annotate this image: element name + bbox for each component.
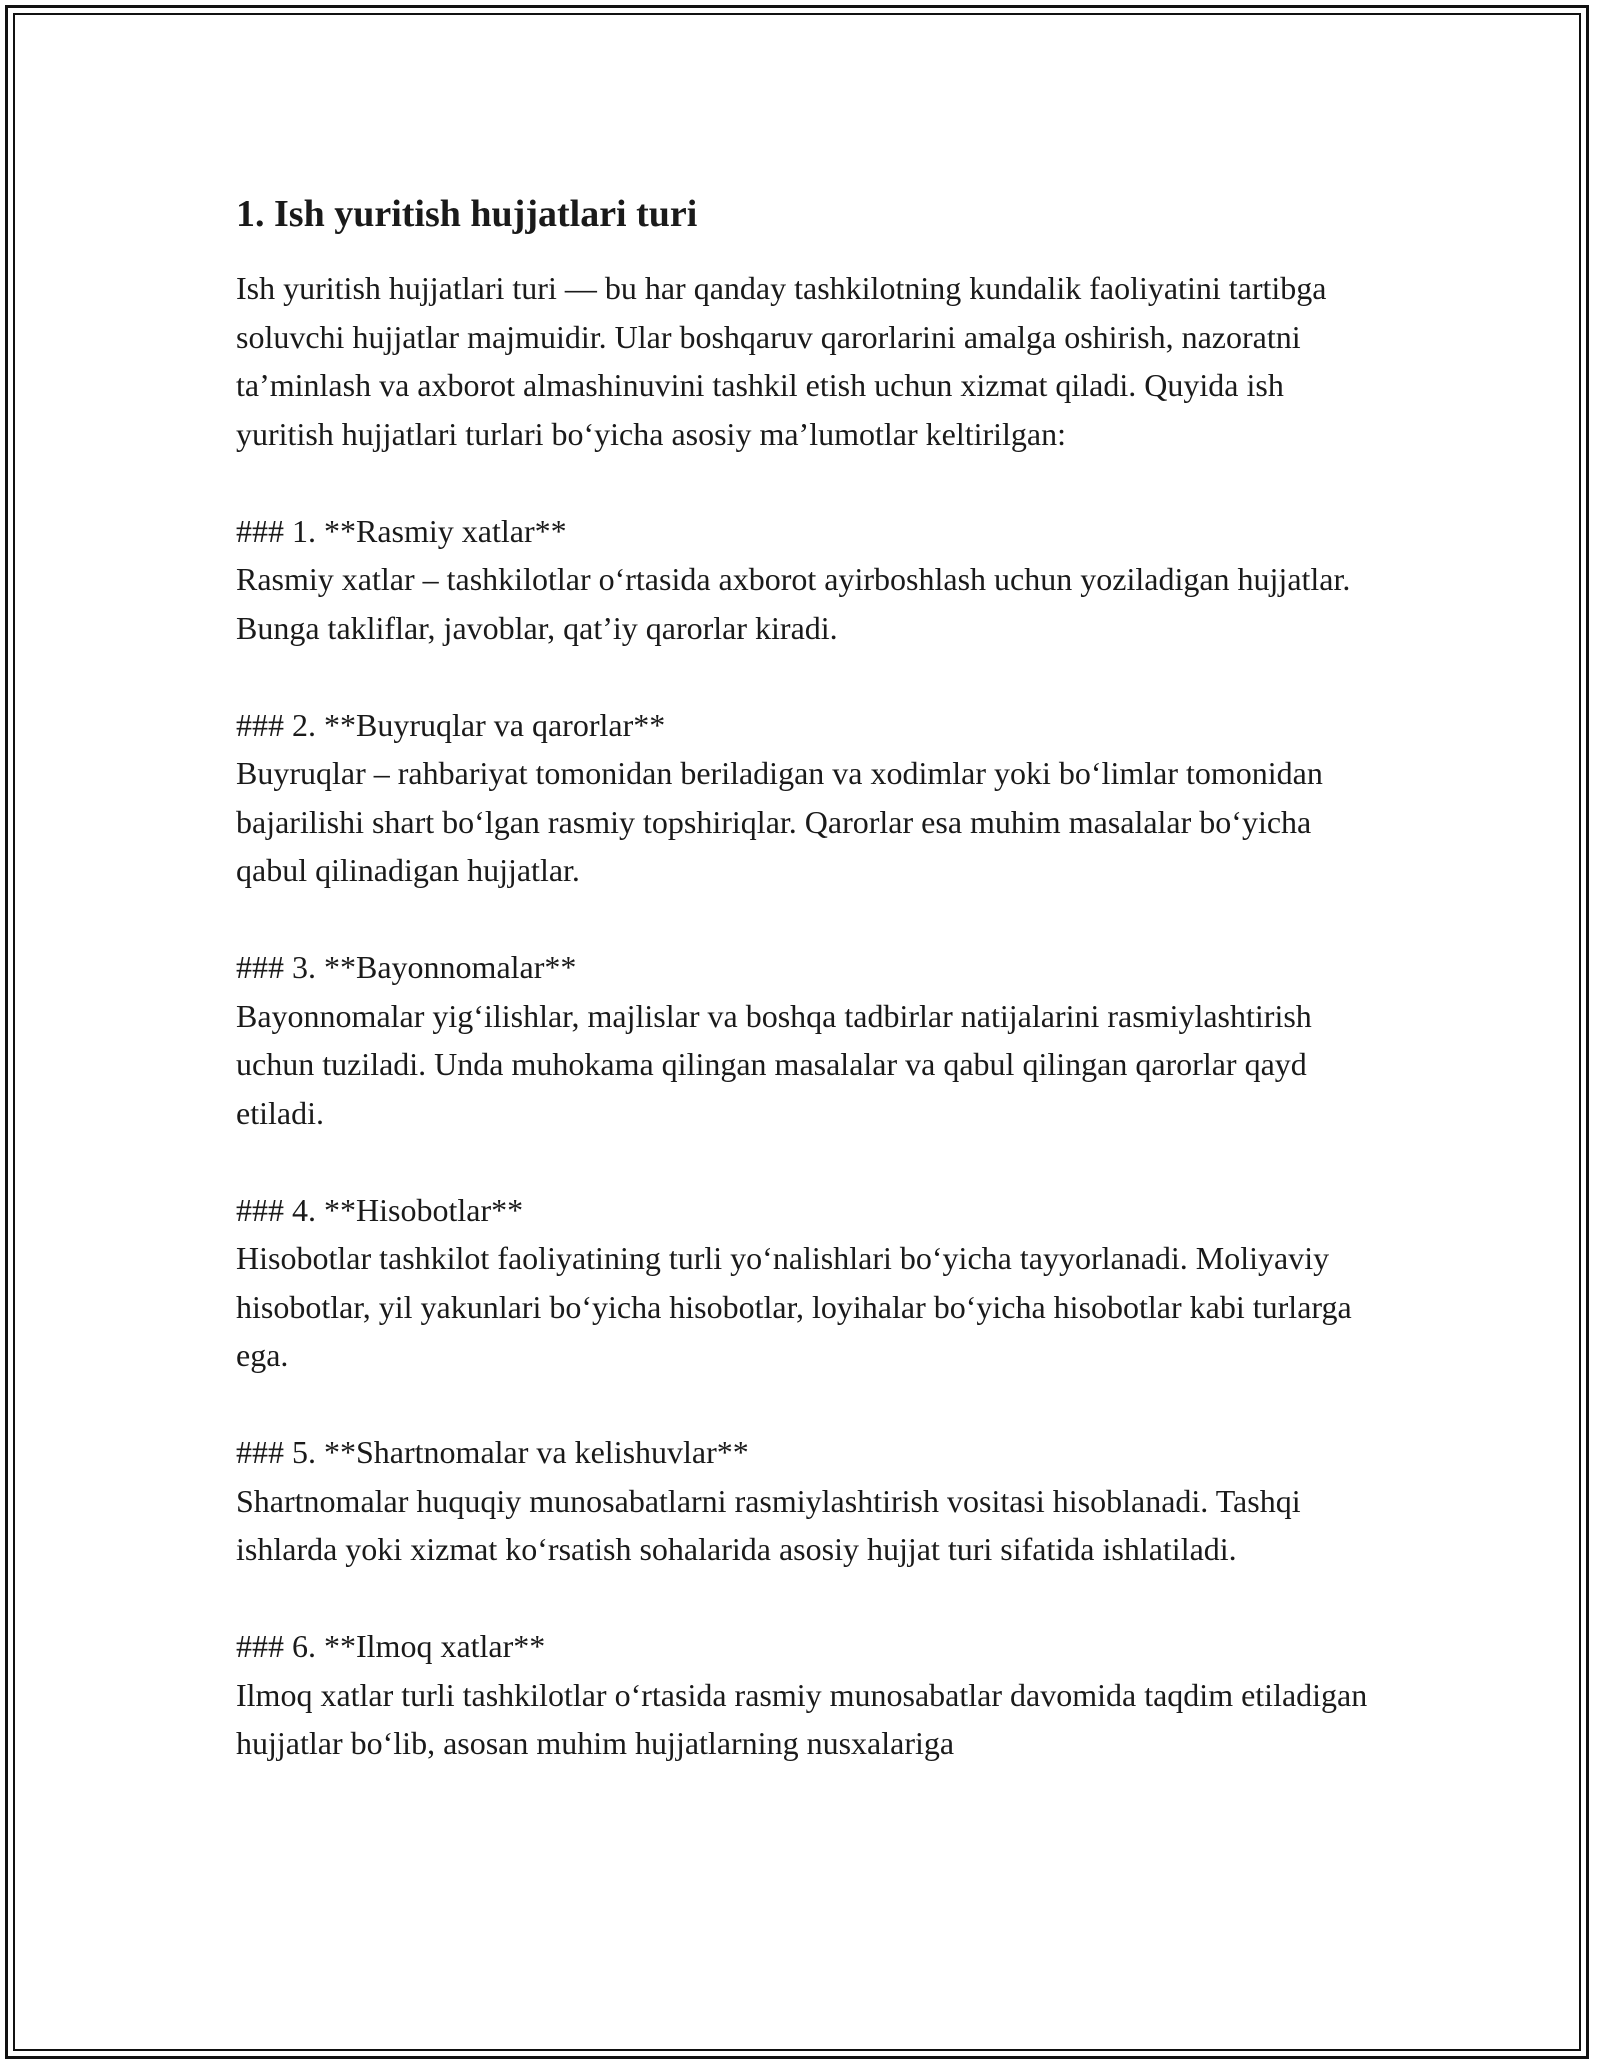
section-shartnomalar [236,1428,1376,1574]
document-title: 1. Ish yuritish hujjatlari turi [236,193,698,235]
section-heading: ### 6. **Ilmoq xatlar** [236,1628,546,1664]
section-rasmiy-xatlar [236,507,1376,653]
section-ilmoq-xatlar [236,1622,1376,1768]
section-hisobotlar [236,1186,1376,1380]
section-body: Bayonnomalar yig‘ilishlar, majlislar va boshqa tadbirlar natijalarini rasmiylashtirish uchun tuziladi. Unda muhokama qilingan masalalar va qabul qilingan qarorlar qayd etiladi. [236,997,1312,1131]
section-heading: ### 2. **Buyruqlar va qarorlar** [236,706,666,743]
section-heading: ### 5. **Shartnomalar va kelishuvlar** [236,1434,749,1470]
document-content [236,186,1376,1816]
section-body: Buyruqlar – rahbariyat tomonidan beriladigan va xodimlar yoki bo‘limlar tomonidan bajarilishi shart bo‘lgan rasmiy topshiriqlar. Qarorlar esa muhim masalalar bo‘yicha qabul qilinadigan hujjatlar. [236,755,1323,888]
intro-paragraph: Ish yuritish hujjatlari turi — bu har qanday tashkilotning kundalik faoliyatini tartibga soluvchi hujjatlar majmuidir. Ular boshqaruv qarorlarini amalga oshirish, nazoratni ta’minlash va axborot almashinuvini tashkil etish uchun xizmat qiladi. Quyida ish yuritish hujjatlari turlari bo‘yicha asosiy ma’lumotlar keltirilgan: [236,270,1327,452]
section-body: Ilmoq xatlar turli tashkilotlar o‘rtasida rasmiy munosabatlar davomida taqdim etiladigan hujjatlar bo‘lib, asosan muhim hujjatlarning nusxalariga [236,1676,1368,1761]
section-heading: ### 1. **Rasmiy xatlar** [236,512,567,549]
section-buyruqlar [236,701,1376,895]
section-bayonnomalar [236,943,1376,1137]
section-heading: ### 3. **Bayonnomalar** [236,949,577,985]
section-heading: ### 4. **Hisobotlar** [236,1191,524,1228]
section-body: Rasmiy xatlar – tashkilotlar o‘rtasida axborot ayirboshlash uchun yoziladigan hujjatlar. Bunga takliflar, javoblar, qat’iy qarorlar kiradi. [236,561,1351,646]
section-body: Hisobotlar tashkilot faoliyatining turli yo‘nalishlari bo‘yicha tayyorlanadi. Moliyaviy hisobotlar, yil yakunlari bo‘yicha hisobotlar, loyihalar bo‘yicha hisobotlar kabi turlarga ega. [236,1240,1352,1373]
section-body: Shartnomalar huquqiy munosabatlarni rasmiylashtirish vositasi hisoblanadi. Tashqi ishlarda yoki xizmat ko‘rsatish sohalarida asosiy hujjat turi sifatida ishlatiladi. [236,1482,1301,1567]
